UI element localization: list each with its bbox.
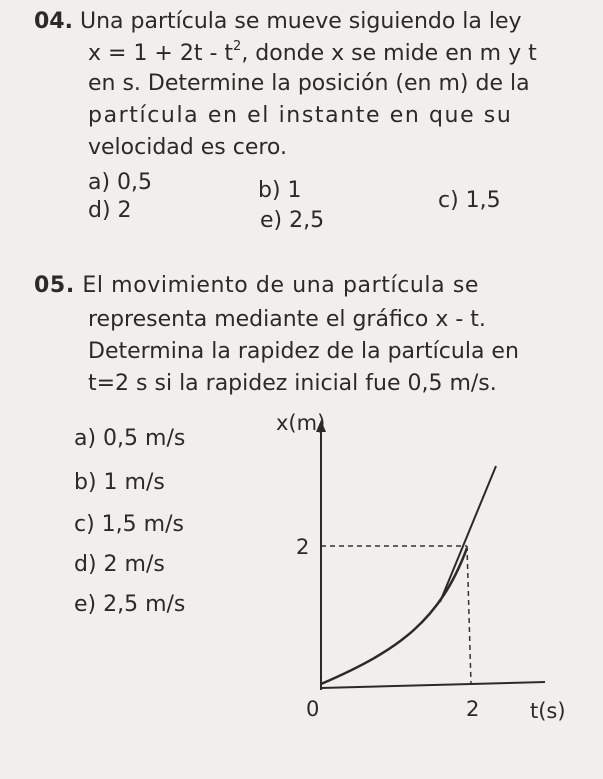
- q04-line1: Una partícula se mueve siguiendo la ley: [79, 9, 522, 34]
- q04-option-d: d) 2: [88, 198, 132, 223]
- q05-line2: representa mediante el gráfico x - t.: [88, 307, 486, 332]
- q04-equation: x = 1 + 2t - t: [88, 41, 234, 66]
- y-tick-label-2: 2: [296, 535, 310, 559]
- question-number-04: 04.: [34, 9, 73, 34]
- q04-line3: en s. Determine la posición (en m) de la: [88, 71, 530, 96]
- q04-option-a: a) 0,5: [88, 170, 153, 195]
- q05-option-d: d) 2 m/s: [74, 552, 165, 577]
- x-tick-label-2: 2: [466, 697, 480, 721]
- q05-line4: t=2 s si la rapidez inicial fue 0,5 m/s.: [88, 371, 497, 396]
- question-number-05: 05.: [34, 273, 75, 298]
- q05-option-c: c) 1,5 m/s: [74, 512, 184, 537]
- tangent-line: [440, 466, 496, 602]
- q05-line3: Determina la rapidez de la partícula en: [88, 339, 519, 364]
- q05-line1: El movimiento de una partícula se: [82, 273, 480, 298]
- q05-option-b: b) 1 m/s: [74, 470, 165, 495]
- q04-line4: partícula en el instante en que su: [88, 103, 513, 128]
- q04-equation-tail: , donde x se mide en m y t: [241, 41, 537, 66]
- x-axis: [321, 682, 545, 688]
- q05-option-a: a) 0,5 m/s: [74, 426, 186, 451]
- q04-option-b: b) 1: [258, 178, 302, 203]
- q04-line5: velocidad es cero.: [88, 135, 287, 160]
- q04-equation-exponent: 2: [233, 39, 242, 54]
- position-curve: [321, 548, 467, 684]
- q05-option-e: e) 2,5 m/s: [74, 592, 186, 617]
- q04-option-e: e) 2,5: [260, 208, 325, 233]
- y-axis-label: x(m): [276, 411, 326, 435]
- x-axis-label: t(s): [530, 699, 566, 723]
- vertical-guide-line: [467, 546, 471, 684]
- q04-option-c: c) 1,5: [438, 188, 501, 213]
- x-tick-label-0: 0: [306, 697, 320, 721]
